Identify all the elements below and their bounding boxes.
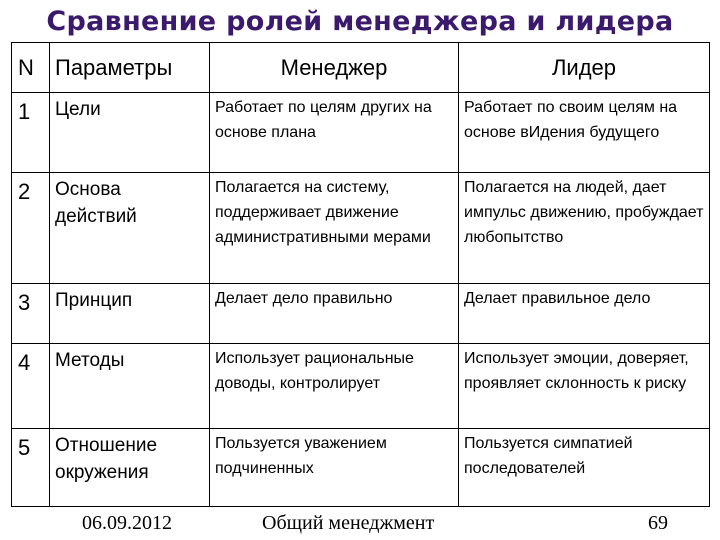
table-row — [12, 93, 710, 173]
row-leader-value: Пользуется симпатией последователей — [459, 429, 710, 507]
header-manager: Менеджер — [210, 43, 459, 93]
table-row — [12, 284, 710, 344]
slide-title: Сравнение ролей менеджера и лидера — [46, 6, 674, 37]
footer-course-name: Общий менеджмент — [262, 512, 435, 534]
row-parameter: Отношение окружения — [50, 429, 210, 507]
row-parameter: Принцип — [50, 284, 210, 344]
header-parameters: Параметры — [50, 43, 210, 93]
footer-date: 06.09.2012 — [82, 512, 172, 534]
row-manager-value: Делает дело правильно — [210, 284, 459, 344]
row-number: 2 — [12, 173, 50, 284]
row-number: 5 — [12, 429, 50, 507]
row-parameter: Цели — [50, 93, 210, 173]
header-leader: Лидер — [459, 43, 710, 93]
comparison-table — [11, 42, 710, 507]
table-row — [12, 344, 710, 429]
row-parameter: Основа действий — [50, 173, 210, 284]
row-leader-value: Полагается на людей, дает импульс движению, пробуждает любопытство — [459, 173, 710, 284]
row-number: 4 — [12, 344, 50, 429]
row-manager-value: Использует рациональные доводы, контролирует — [210, 344, 459, 429]
row-number: 1 — [12, 93, 50, 173]
row-number: 3 — [12, 284, 50, 344]
row-leader-value: Делает правильное дело — [459, 284, 710, 344]
row-leader-value: Использует эмоции, доверяет, проявляет склонность к риску — [459, 344, 710, 429]
row-manager-value: Работает по целям других на основе плана — [210, 93, 459, 173]
table-row — [12, 429, 710, 507]
row-manager-value: Полагается на систему, поддерживает движение административными мерами — [210, 173, 459, 284]
table-header-row — [12, 43, 710, 93]
header-number: N — [12, 43, 50, 93]
row-parameter: Методы — [50, 344, 210, 429]
row-leader-value: Работает по своим целям на основе вИдения будущего — [459, 93, 710, 173]
row-manager-value: Пользуется уважением подчиненных — [210, 429, 459, 507]
table-row — [12, 173, 710, 284]
footer-page-number: 69 — [648, 512, 668, 534]
